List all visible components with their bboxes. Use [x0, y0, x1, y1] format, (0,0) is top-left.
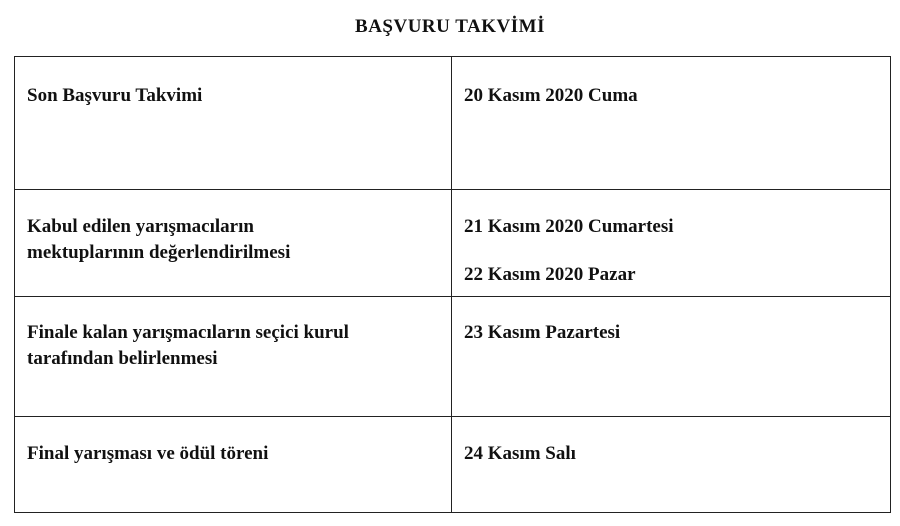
- activity-cell: [15, 297, 452, 417]
- table-row: [15, 190, 891, 297]
- activity-cell: [15, 57, 452, 190]
- date-text: 20 Kasım 2020 Cuma: [464, 85, 638, 106]
- date-text: 24 Kasım Salı: [464, 443, 576, 464]
- table-row: [15, 57, 891, 190]
- table-row: [15, 297, 891, 417]
- activity-text: Kabul edilen yarışmacıların: [27, 216, 254, 237]
- date-cell: [452, 57, 891, 190]
- date-text: 22 Kasım 2020 Pazar: [464, 264, 636, 285]
- activity-text: tarafından belirlenmesi: [27, 348, 218, 369]
- activity-text: Final yarışması ve ödül töreni: [27, 443, 269, 464]
- page-title: BAŞVURU TAKVİMİ: [355, 16, 545, 37]
- activity-text: Finale kalan yarışmacıların seçici kurul: [27, 322, 349, 343]
- schedule-table: [14, 56, 891, 513]
- date-cell: [452, 297, 891, 417]
- date-text: 21 Kasım 2020 Cumartesi: [464, 216, 674, 237]
- date-cell: [452, 417, 891, 513]
- date-text: 23 Kasım Pazartesi: [464, 322, 621, 343]
- activity-cell: [15, 417, 452, 513]
- date-cell: [452, 190, 891, 297]
- activity-cell: [15, 190, 452, 297]
- activity-text: mektuplarının değerlendirilmesi: [27, 242, 291, 263]
- table-row: [15, 417, 891, 513]
- activity-text: Son Başvuru Takvimi: [27, 85, 203, 106]
